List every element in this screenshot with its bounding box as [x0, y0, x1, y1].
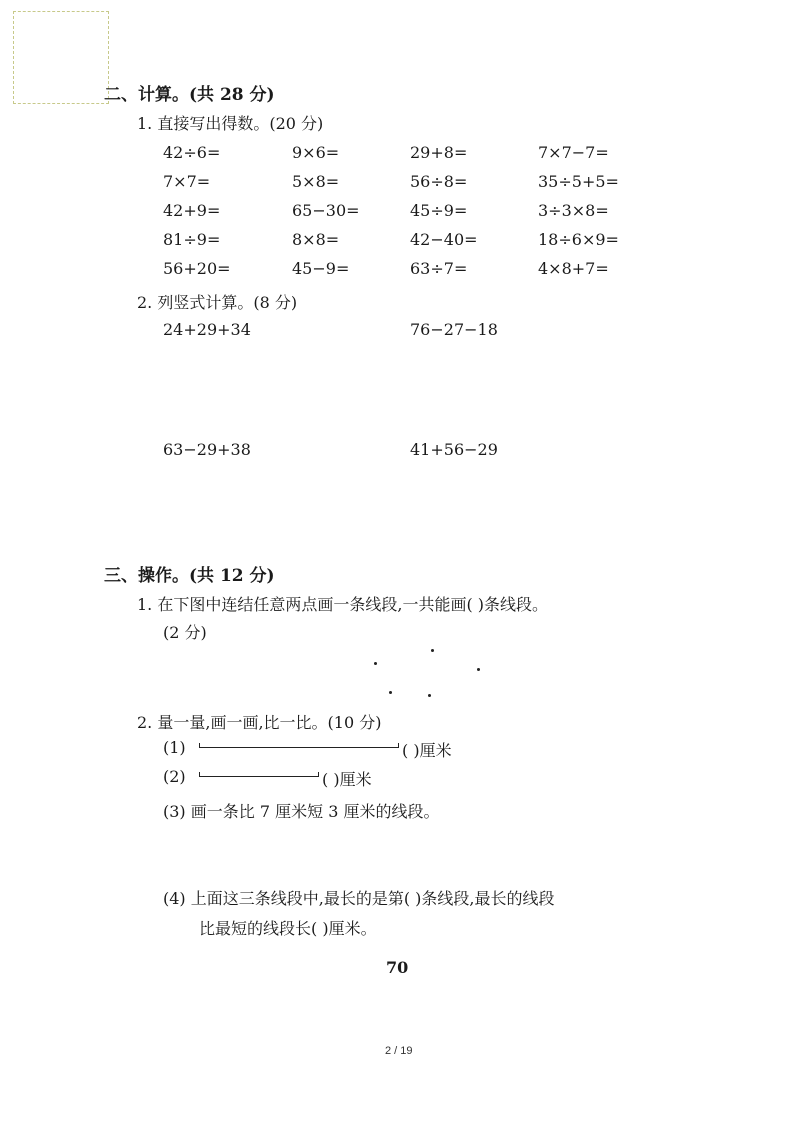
segment-1-answer: ( )厘米 — [402, 741, 452, 760]
calc-item: 3÷3×8= — [538, 201, 609, 220]
question-2-title: 2. 列竖式计算。(8 分) — [137, 293, 298, 312]
section-3-title: 三、操作。(共 12 分) — [104, 566, 275, 586]
point-dot — [428, 694, 431, 697]
question-1-points: (2 分) — [163, 623, 207, 642]
vertical-calc-item: 41+56−29 — [410, 440, 498, 459]
calc-item: 45÷9= — [410, 201, 468, 220]
segment-4-question: (4) 上面这三条线段中,最长的是第( )条线段,最长的线段 — [163, 889, 555, 908]
calc-item: 4×8+7= — [538, 259, 609, 278]
calc-item: 18÷6×9= — [538, 230, 619, 249]
segment-3-task: (3) 画一条比 7 厘米短 3 厘米的线段。 — [163, 802, 440, 821]
vertical-calc-item: 63−29+38 — [163, 440, 251, 459]
question-1-text: 1. 在下图中连结任意两点画一条线段,一共能画( )条线段。 — [137, 595, 549, 614]
calc-item: 5×8= — [292, 172, 340, 191]
point-dot — [477, 668, 480, 671]
calc-item: 7×7= — [163, 172, 211, 191]
calc-item: 42+9= — [163, 201, 221, 220]
calc-item: 45−9= — [292, 259, 350, 278]
point-dot — [374, 662, 377, 665]
line-segment-1 — [199, 747, 399, 748]
page-indicator: 2 / 19 — [385, 1045, 413, 1057]
calc-item: 29+8= — [410, 143, 468, 162]
calc-item: 63÷7= — [410, 259, 468, 278]
line-segment-2 — [199, 776, 319, 777]
calc-item: 35÷5+5= — [538, 172, 619, 191]
segment-1-label: (1) — [163, 738, 186, 757]
calc-item: 65−30= — [292, 201, 360, 220]
question-1-title: 1. 直接写出得数。(20 分) — [137, 114, 324, 133]
segment-2-label: (2) — [163, 767, 186, 786]
calc-item: 8×8= — [292, 230, 340, 249]
calc-item: 42−40= — [410, 230, 478, 249]
question-2-title: 2. 量一量,画一画,比一比。(10 分) — [137, 713, 382, 732]
segment-4-question-cont: 比最短的线段长( )厘米。 — [199, 919, 377, 938]
point-dot — [431, 649, 434, 652]
calc-item: 42÷6= — [163, 143, 221, 162]
calc-item: 9×6= — [292, 143, 340, 162]
calc-item: 81÷9= — [163, 230, 221, 249]
calc-item: 7×7−7= — [538, 143, 609, 162]
calc-item: 56+20= — [163, 259, 231, 278]
segment-2-answer: ( )厘米 — [322, 770, 372, 789]
vertical-calc-item: 76−27−18 — [410, 320, 498, 339]
vertical-calc-item: 24+29+34 — [163, 320, 251, 339]
page-number: 70 — [386, 958, 409, 977]
dashed-stamp-box — [13, 11, 109, 104]
section-2-title: 二、计算。(共 28 分) — [104, 85, 275, 105]
calc-item: 56÷8= — [410, 172, 468, 191]
point-dot — [389, 691, 392, 694]
